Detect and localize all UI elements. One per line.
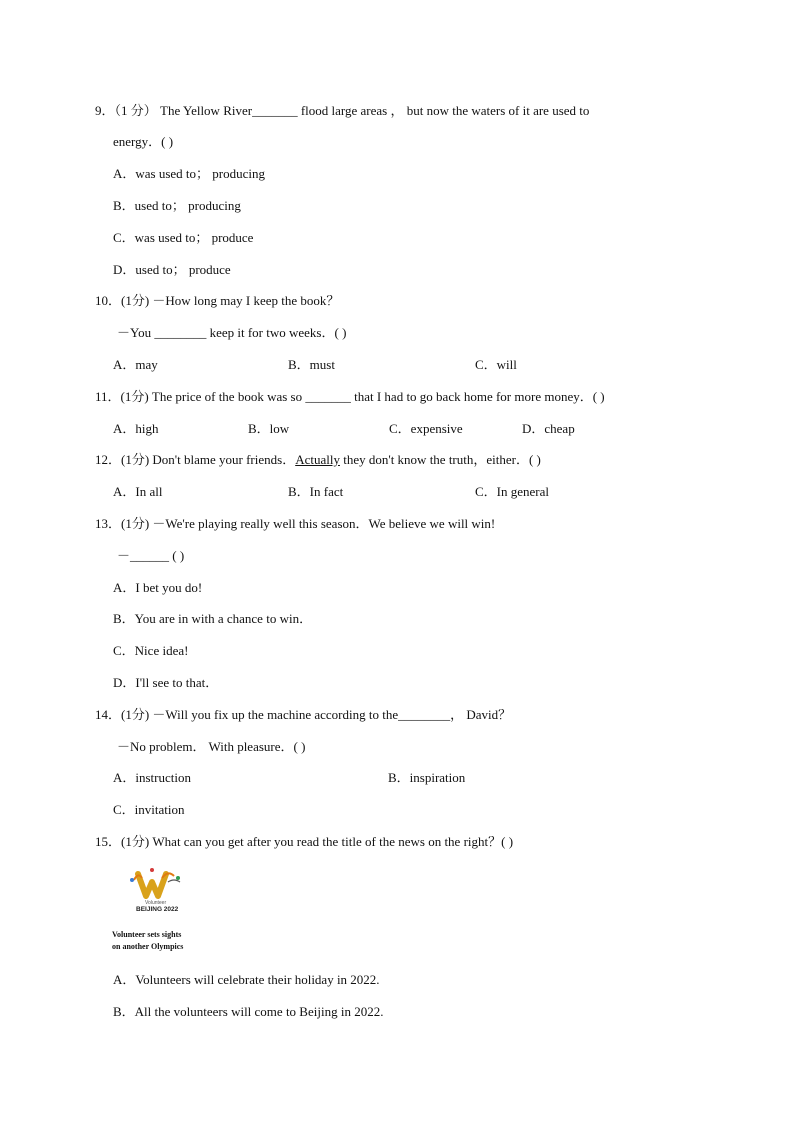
- q10-stem-line2: －You ________ keep it for two weeks．( ): [117, 325, 347, 340]
- q12-option-b[interactable]: B．In fact: [288, 484, 344, 499]
- q15-option-b[interactable]: B．All the volunteers will come to Beijing in 2022.: [113, 1004, 384, 1019]
- q11-stem-line1: 11．(1分) The price of the book was so _______ that I had to go back home for more money．( ): [95, 389, 605, 404]
- q13-stem-line1: 13．(1分) －We're playing really well this season．We believe we will win!: [95, 516, 496, 531]
- q11-option-b[interactable]: B．low: [248, 421, 290, 436]
- q13-stem-line2: －______ ( ): [117, 548, 185, 563]
- q12-stem-post: they don't know the truth，either．( ): [339, 452, 541, 467]
- q14-option-c[interactable]: C．invitation: [113, 802, 185, 817]
- q13-option-a[interactable]: A．I bet you do!: [113, 580, 203, 595]
- q15-stem-line1: 15．(1分) What can you get after you read the title of the news on the right？( ): [95, 834, 514, 849]
- q10-option-c[interactable]: C．will: [475, 357, 517, 372]
- q12-stem-pre: 12．(1分) Don't blame your friends．: [95, 452, 296, 467]
- q15-option-a[interactable]: A．Volunteers will celebrate their holiday in 2022.: [113, 972, 380, 987]
- q14-option-a[interactable]: A．instruction: [113, 770, 191, 785]
- q11-option-d[interactable]: D．cheap: [522, 421, 575, 436]
- q12-stem-line1: [95, 451, 541, 469]
- q9-option-c[interactable]: C．was used to； produce: [113, 230, 254, 245]
- logo-city-text: BEIJING 2022: [136, 906, 179, 913]
- q13-option-c[interactable]: C．Nice idea!: [113, 643, 189, 658]
- headline-line1: Volunteer sets sights: [112, 930, 182, 939]
- q14-option-b[interactable]: B．inspiration: [388, 770, 466, 785]
- q10-option-a[interactable]: A．may: [113, 357, 158, 372]
- q10-stem-line1: 10．(1分) －How long may I keep the book？: [95, 293, 340, 308]
- q9-stem-line2: energy．( ): [113, 134, 174, 149]
- q14-stem-line2: －No problem． With pleasure．( ): [117, 739, 306, 754]
- q9-option-a[interactable]: A．was used to； producing: [113, 166, 266, 181]
- q11-option-c[interactable]: C．expensive: [389, 421, 463, 436]
- q14-stem-line1: 14．(1分) －Will you fix up the machine according to the________， David？: [95, 707, 512, 722]
- q12-option-c[interactable]: C．In general: [475, 484, 550, 499]
- headline-line2: on another Olympics: [112, 942, 184, 951]
- q12-option-a[interactable]: A．In all: [113, 484, 163, 499]
- news-image: [112, 862, 202, 957]
- q11-option-a[interactable]: A．high: [113, 421, 159, 436]
- q12-underlined-word: Actually: [295, 452, 340, 467]
- q13-option-d[interactable]: D．I'll see to that．: [113, 675, 219, 690]
- q9-stem-line1: 9．（1 分） The Yellow River_______ flood large areas ， but now the waters of it are used to: [95, 103, 590, 118]
- q10-option-b[interactable]: B．must: [288, 357, 335, 372]
- q9-option-d[interactable]: D．used to； produce: [113, 262, 231, 277]
- logo-volunteer-text: Volunteer: [145, 900, 167, 906]
- q13-option-b[interactable]: B．You are in with a chance to win．: [113, 611, 313, 626]
- q9-option-b[interactable]: B．used to； producing: [113, 198, 241, 213]
